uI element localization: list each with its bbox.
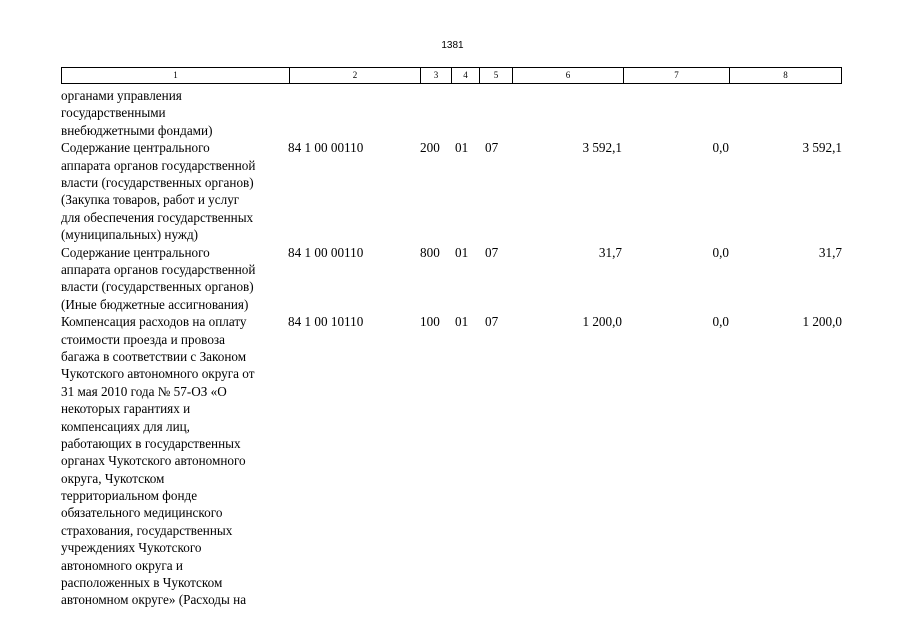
description-line: Содержание центрального <box>61 140 210 156</box>
description-line: автономного округа и <box>61 557 183 573</box>
header-col-8: 8 <box>729 68 841 83</box>
description-line: аппарата органов государственной <box>61 261 256 277</box>
description-line: 31 мая 2010 года № 57-ОЗ «О <box>61 383 227 399</box>
amount-col-8: 31,7 <box>818 244 842 260</box>
description-line: компенсациях для лиц, <box>61 418 190 434</box>
description-line: учреждениях Чукотского <box>61 540 202 556</box>
page-number: 1381 <box>441 40 464 51</box>
section-code: 01 <box>455 140 469 156</box>
description-line: Чукотского автономного округа от <box>61 366 255 382</box>
description-line: расположенных в Чукотском <box>61 575 223 591</box>
description-line: работающих в государственных <box>61 435 241 451</box>
header-col-2: 2 <box>289 68 420 83</box>
amount-col-6: 31,7 <box>598 244 622 260</box>
description-line: багажа в соответствии с Законом <box>61 348 247 364</box>
description-line: органах Чукотского автономного <box>61 453 246 469</box>
description-line: страхования, государственных <box>61 522 233 538</box>
section-code: 01 <box>455 244 469 260</box>
header-col-4: 4 <box>451 68 479 83</box>
description-line: органами управления <box>61 88 182 103</box>
description-line: (Закупка товаров, работ и услуг <box>61 192 240 208</box>
description-line: Компенсация расходов на оплату <box>61 314 247 330</box>
description-line: округа, Чукотском <box>61 470 165 486</box>
table-header-row <box>61 67 842 84</box>
description-line: (муниципальных) нужд) <box>61 227 199 243</box>
expense-type-code: 200 <box>420 140 440 156</box>
description-line: для обеспечения государственных <box>61 209 254 225</box>
target-article-code: 84 1 00 00110 <box>288 140 364 156</box>
description-line: государственными <box>61 105 166 121</box>
header-col-6: 6 <box>512 68 623 83</box>
amount-col-8: 3 592,1 <box>802 140 842 156</box>
subsection-code: 07 <box>485 140 499 156</box>
amount-col-6: 3 592,1 <box>582 140 622 156</box>
amount-col-7: 0,0 <box>712 314 729 330</box>
target-article-code: 84 1 00 00110 <box>288 244 364 260</box>
description-line: автономном округе» (Расходы на <box>61 592 247 608</box>
amount-col-6: 1 200,0 <box>582 314 622 330</box>
description-line: внебюджетными фондами) <box>61 122 213 138</box>
subsection-code: 07 <box>485 244 499 260</box>
row-description <box>61 139 291 243</box>
amount-col-8: 1 200,0 <box>802 314 842 330</box>
row-description <box>61 244 291 314</box>
expense-type-code: 100 <box>420 314 440 330</box>
description-line: аппарата органов государственной <box>61 157 256 173</box>
expense-type-code: 800 <box>420 244 440 260</box>
description-line: Содержание центрального <box>61 244 210 260</box>
header-col-5: 5 <box>479 68 512 83</box>
description-line: власти (государственных органов) <box>61 279 254 295</box>
row-description <box>61 313 291 609</box>
description-line: (Иные бюджетные ассигнования) <box>61 296 249 312</box>
description-line: обязательного медицинского <box>61 505 223 521</box>
section-code: 01 <box>455 314 469 330</box>
amount-col-7: 0,0 <box>712 244 729 260</box>
description-line: стоимости проезда и провоза <box>61 331 225 347</box>
header-col-1: 1 <box>173 70 178 80</box>
description-line: некоторых гарантиях и <box>61 401 191 417</box>
description-line: власти (государственных органов) <box>61 174 254 190</box>
amount-col-7: 0,0 <box>712 140 729 156</box>
target-article-code: 84 1 00 10110 <box>288 314 364 330</box>
description-line: территориальном фонде <box>61 488 198 504</box>
header-col-3: 3 <box>420 68 451 83</box>
continuation-description <box>61 87 291 139</box>
subsection-code: 07 <box>485 314 499 330</box>
header-col-7: 7 <box>623 68 729 83</box>
